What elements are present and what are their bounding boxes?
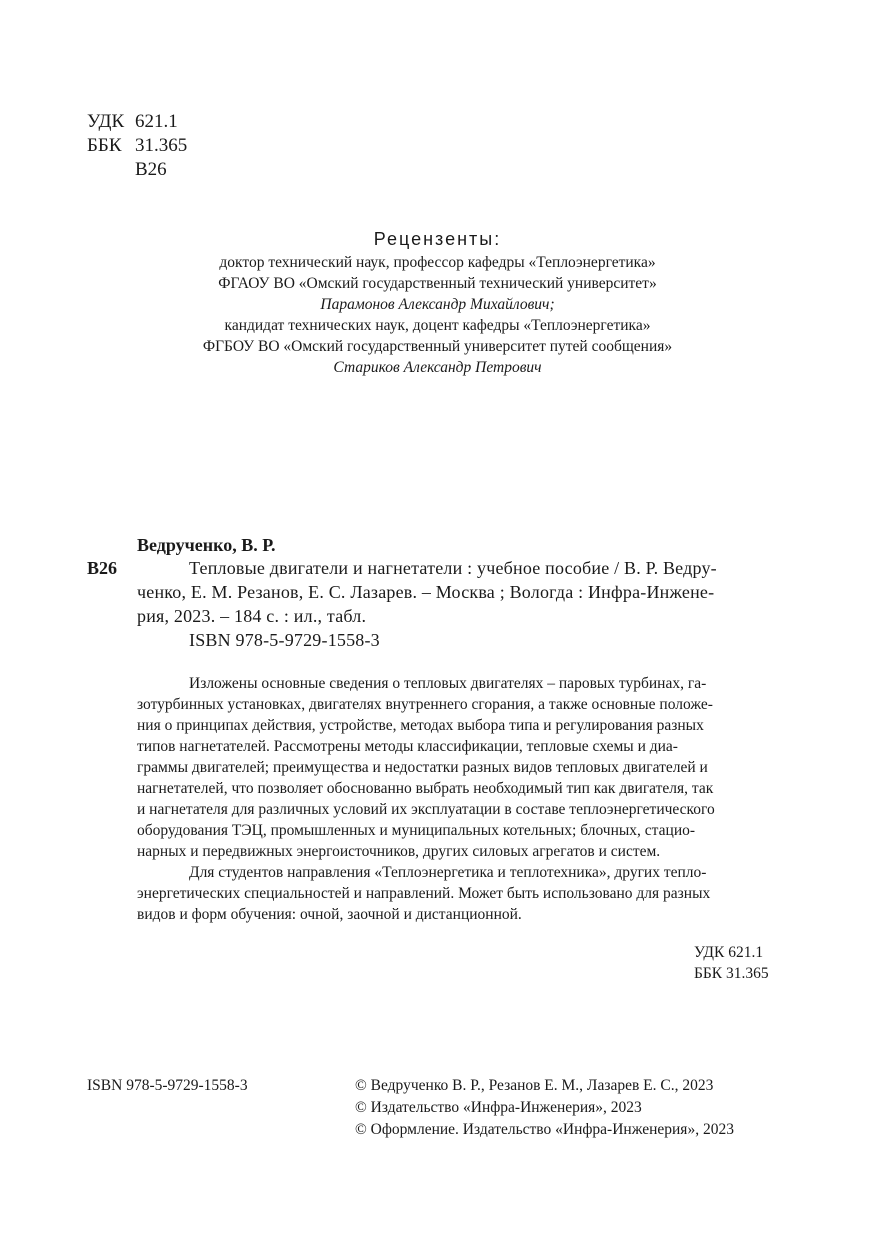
catalog-author: Ведрученко, В. Р. [137, 535, 276, 555]
udk-row [87, 109, 247, 135]
annotation-line: Для студентов направления «Теплоэнергетика и теплотехника», других тепло- [189, 864, 707, 881]
biblio-line: Тепловые двигатели и нагнетатели : учебное пособие / В. Р. Ведру- [189, 558, 717, 578]
bbk-value: 31.365 [135, 135, 188, 156]
annotation-bbk: ББК 31.365 [694, 965, 769, 982]
annotation-line: Изложены основные сведения о тепловых двигателях – паровых турбинах, га- [189, 675, 707, 692]
bbk-label: ББК [87, 135, 122, 156]
reviewer-name: Парамонов Александр Михайлович; [320, 296, 555, 313]
bbk-row [87, 133, 247, 159]
footer-isbn: ISBN 978-5-9729-1558-3 [87, 1077, 248, 1094]
author-code: В26 [135, 159, 167, 180]
annotation-line: энергетических специальностей и направлений. Может быть использовано для разных [137, 885, 711, 902]
annotation-line: зотурбинных установках, двигателях внутреннего сгорания, а также основные положе- [137, 696, 713, 713]
biblio-line: рия, 2023. – 184 с. : ил., табл. [137, 606, 367, 626]
annotation-udk: УДК 621.1 [694, 944, 764, 961]
annotation-line: и нагнетателя для различных условий их эксплуатации в составе теплоэнергетического [137, 801, 715, 818]
reviewer-line: ФГАОУ ВО «Омский государственный технический университет» [218, 275, 657, 292]
annotation-line: видов и форм обучения: очной, заочной и дистанционной. [137, 906, 522, 923]
annotation-line: ния о принципах действия, устройстве, методах выбора типа и регулирования разных [137, 717, 704, 734]
reviewer-line: кандидат технических наук, доцент кафедры «Теплоэнергетика» [224, 317, 651, 334]
biblio-line: ченко, Е. М. Резанов, Е. С. Лазарев. – Москва ; Вологда : Инфра-Инжене- [137, 582, 715, 602]
catalog-isbn: ISBN 978-5-9729-1558-3 [189, 630, 380, 650]
reviewers-title: Рецензенты: [373, 229, 502, 249]
copyright-line: © Издательство «Инфра-Инженерия», 2023 [355, 1099, 642, 1116]
udk-value: 621.1 [135, 111, 178, 132]
catalog-code: В26 [87, 558, 118, 578]
reviewer-line: ФГБОУ ВО «Омский государственный университет путей сообщения» [202, 338, 673, 355]
annotation-line: граммы двигателей; преимущества и недостатки разных видов тепловых двигателей и [137, 759, 708, 776]
udk-label: УДК [87, 111, 125, 132]
copyright-line: © Оформление. Издательство «Инфра-Инженерия», 2023 [355, 1121, 734, 1138]
annotation-line: нарных и передвижных энергоисточников, других силовых агрегатов и систем. [137, 843, 661, 860]
copyright-line: © Ведрученко В. Р., Резанов Е. М., Лазарев Е. С., 2023 [355, 1077, 714, 1094]
annotation-line: типов нагнетателей. Рассмотрены методы классификации, тепловые схемы и диа- [137, 738, 678, 755]
reviewer-line: доктор технический наук, профессор кафедры «Теплоэнергетика» [219, 254, 656, 271]
classification-block [87, 109, 247, 189]
annotation-line: нагнетателей, что позволяет обоснованно выбрать необходимый тип как двигателя, так [137, 780, 714, 797]
annotation-line: оборудования ТЭЦ, промышленных и муниципальных котельных; блочных, стацио- [137, 822, 696, 839]
author-code-row [87, 157, 247, 183]
reviewer-name: Стариков Александр Петрович [333, 359, 542, 376]
